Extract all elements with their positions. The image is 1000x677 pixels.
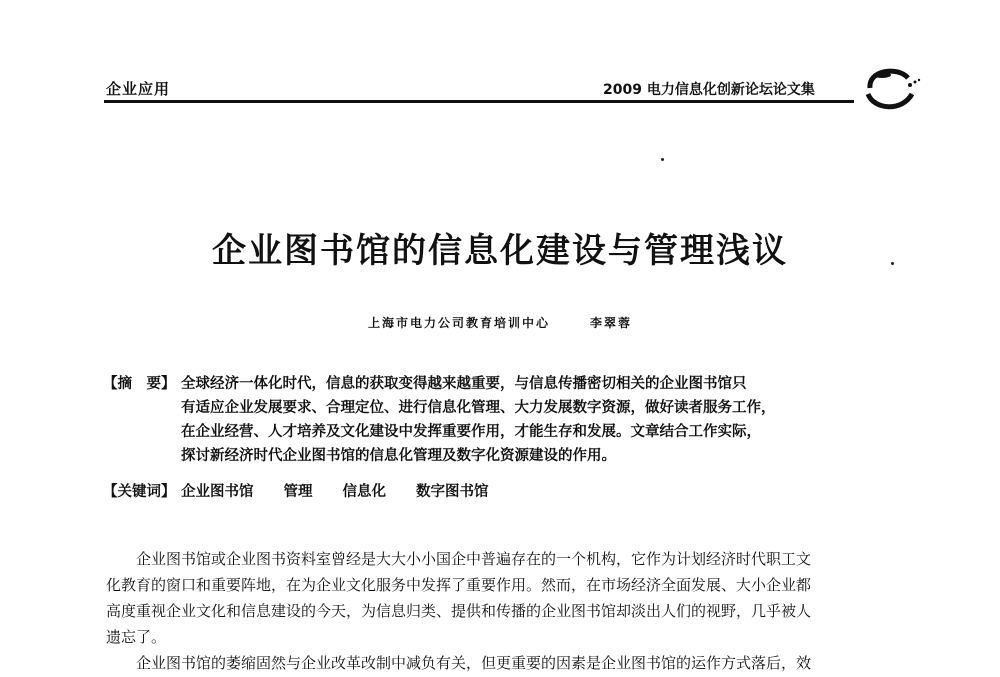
conference-logo-icon (858, 58, 924, 114)
conference-logo (858, 58, 924, 114)
abstract-line: 有适应企业发展要求、合理定位、进行信息化管理、大力发展数字资源，做好读者服务工作， (181, 400, 776, 416)
keywords-label: 【关键词】 (103, 484, 176, 500)
abstract-line: 全球经济一体化时代，信息的获取变得越来越重要，与信息传播密切相关的企业图书馆只 (181, 376, 747, 392)
abstract-line: 在企业经营、人才培养及文化建设中发挥重要作用，才能生存和发展。文章结合工作实际， (181, 424, 761, 440)
scan-speck (661, 158, 664, 161)
header-section-label: 企业应用 (106, 80, 171, 98)
paragraph-line: 企业图书馆或企业图书资料室曾经是大大小小国企中普遍存在的一个机构，它作为计划经济时代职工文 (136, 550, 812, 568)
keywords (103, 480, 519, 501)
paragraph-line: 化教育的窗口和重要阵地，在为企业文化服务中发挥了重要作用。然而，在市场经济全面发展、大小企业都 (106, 576, 812, 594)
body-text (106, 546, 912, 676)
abstract (103, 372, 873, 468)
abstract-text (181, 372, 873, 468)
header-rule (104, 100, 854, 103)
abstract-label: 【摘 要】 (103, 376, 176, 392)
abstract-row (103, 372, 873, 468)
keyword: 信息化 (342, 484, 386, 500)
keyword: 数字图书馆 (416, 484, 489, 500)
author-affiliation: 上海市电力公司教育培训中心 (367, 316, 550, 330)
article-title: 企业图书馆的信息化建设与管理浅议 (212, 231, 788, 271)
author-name: 李翠蓉 (590, 316, 633, 330)
keyword: 管理 (283, 484, 313, 500)
keyword: 企业图书馆 (181, 484, 254, 500)
paragraph-line: 遗忘了。 (106, 628, 167, 646)
header-collection-title: 2009 电力信息化创新论坛论文集 (603, 82, 815, 98)
author-line (0, 314, 1000, 331)
abstract-line: 探讨新经济时代企业图书馆的信息化管理及数字化资源建设的作用。 (181, 448, 616, 464)
paragraph-line: 高度重视企业文化和信息建设的今天，为信息归类、提供和传播的企业图书馆却淡出人们的视野，几乎被人 (106, 602, 812, 620)
paragraph-line: 企业图书馆的萎缩固然与企业改革改制中减负有关，但更重要的因素是企业图书馆的运作方式落后，效 (136, 654, 812, 672)
